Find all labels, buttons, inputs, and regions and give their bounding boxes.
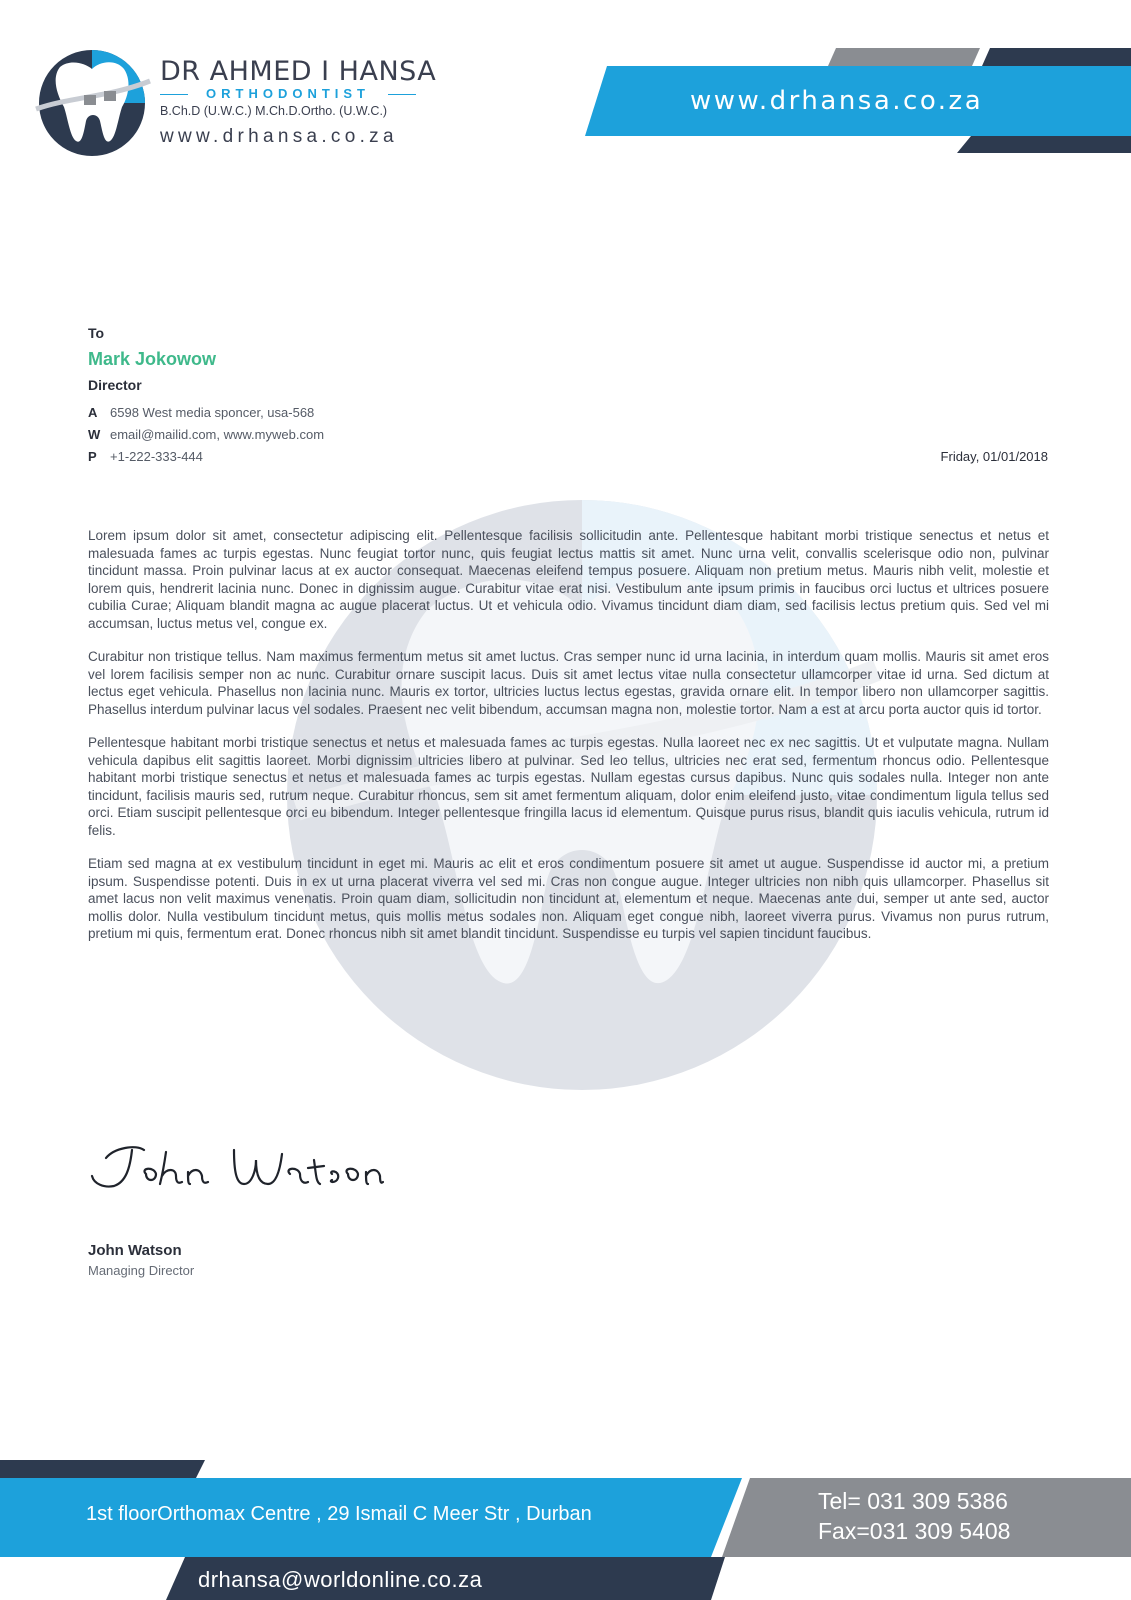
brand-name: DR AHMED I HANSA [160,56,437,87]
letter-body [88,527,1049,959]
contact-address [88,405,314,420]
brand-title-row [160,86,416,102]
contact-key: W [88,427,101,442]
body-paragraph: Etiam sed magna at ex vestibulum tincidunt in eget mi. Mauris ac elit et eros condimentum posuere sit amet ut augue. Suspendisse id auctor mi, a pretium ipsum. Suspendisse potenti. Duis in ex ut urna placerat viverra vel sed mi. Cras non congue augue. Integer ultricies non nibh quis ullamcorper. Phasellus sit amet lacus non velit maximus venenatis. Proin quam diam, sollicitudin non tincidunt at, elementum et neque. Maecenas ante dui, semper ut ante sed, auctor mollis dolor. Nulla vestibulum tincidunt metus, quis mollis metus sodales non. Aliquam eget congue nibh, laoreet viverra purus. Vivamus non purus rutrum, pretium mi quis, fermentum erat. Donec rhoncus nibh sit amet blandit tincidunt. Suspendisse eu turpis vel sapien tincidunt faucibus. [88,856,1049,941]
footer-tel: Tel= 031 309 5386 [818,1488,1008,1514]
letter-date: Friday, 01/01/2018 [940,449,1048,464]
signer-title: Managing Director [88,1263,195,1278]
contact-key: P [88,449,97,464]
handwritten-signature [84,1130,384,1200]
header-website[interactable]: www.drhansa.co.za [690,86,984,116]
contact-key: A [88,405,98,420]
contact-value: +1-222-333-444 [110,449,203,464]
recipient-title: Director [88,377,142,393]
signer-name: John Watson [88,1242,182,1259]
contact-value[interactable]: email@mailid.com, www.myweb.com [110,427,325,442]
brand-website: www.drhansa.co.za [160,126,398,147]
footer-fax: Fax=031 309 5408 [818,1518,1011,1544]
recipient-name: Mark Jokowow [88,349,217,369]
divider-right [388,94,416,95]
contact-phone [88,449,203,464]
to-label: To [88,325,105,341]
brand-qualifications: B.Ch.D (U.W.C.) M.Ch.D.Ortho. (U.W.C.) [160,104,388,118]
contact-value: 6598 West media sponcer, usa-568 [110,405,315,420]
tooth-logo-icon [30,45,160,160]
body-paragraph: Pellentesque habitant morbi tristique senectus et netus et malesuada fames ac turpis egestas. Nulla laoreet nec ex nec sagittis. Ut et vulputate magna. Nullam vehicula dapibus elit sagittis laoreet. Morbi dignissim ultricies libero at pulvinar. Sed leo tellus, ultricies nec erat sed, fermentum rhoncus odio. Pellentesque habitant morbi tristique senectus et netus et malesuada fames ac turpis egestas. Nullam egestas cursus dapibus. Nunc quis sodales nulla. Integer non ante tincidunt, facilisis mauris sed, rutrum neque. Curabitur rhoncus, sem sit amet fermentum aliquam, dolor enim eleifend justo, vitae condimentum ligula tellus sed orci. Etiam suscipit pellentesque orci eu bibendum. Integer pellentesque fringilla lacus id elementum. Quisque purus risus, blandit quis iaculis vehicula, rutrum id felis. [88,735,1049,838]
contact-web [88,427,324,442]
body-paragraph: Curabitur non tristique tellus. Nam maximus fermentum metus sit amet luctus. Cras semper nunc id urna lacinia, in interdum quam mollis. Mauris sit amet eros vel lorem facilisis semper non ac nunc. Curabitur ornare suscipit lacus. Duis sit amet lectus vitae nulla consectetur ullamcorper vitae id urna. Sed dictum at lectus eget vehicula. Phasellus non lacinia nunc. Mauris ex tortor, ultricies luctus lectus egestas, gravida ornare elit. In tempor libero non ullamcorper sagittis. Phasellus interdum pulvinar lacus vel sodales. Praesent nec velit bibendum, accumsan magna non, molestie tortor. Nam a est at arcu porta auctor quis id tortor. [88,649,1049,717]
brand-title: ORTHODONTIST [206,86,370,101]
footer-address: 1st floorOrthomax Centre , 29 Ismail C Meer Str , Durban [86,1503,592,1525]
body-paragraph: Lorem ipsum dolor sit amet, consectetur adipiscing elit. Pellentesque facilisis sollicitudin ante. Pellentesque habitant morbi tristique senectus et netus et malesuada fames ac turpis egestas. Nunc feugiat tortor nunc, quis feugiat lectus mattis sit amet. Nunc urna velit, convallis scelerisque odio non, pulvinar tincidunt massa. Proin pulvinar lacus at ex auctor consequat. Maecenas eleifend tempus posuere. Aliquam non pretium metus. Mauris nibh velit, molestie et lorem quis, hendrerit lacinia nunc. Donec in dignissim augue. Curabitur vitae erat nisi. Vestibulum ante ipsum primis in faucibus orci luctus et ultrices posuere cubilia Curae; Aliquam blandit magna ac augue placerat luctus. Ut et vehicula odio. Vivamus tincidunt diam diam, sed facilisis lectus pretium quis. Sed vel mi accumsan, luctus metus vel, congue ex. [88,528,1049,631]
footer-email[interactable]: drhansa@worldonline.co.za [198,1567,483,1592]
